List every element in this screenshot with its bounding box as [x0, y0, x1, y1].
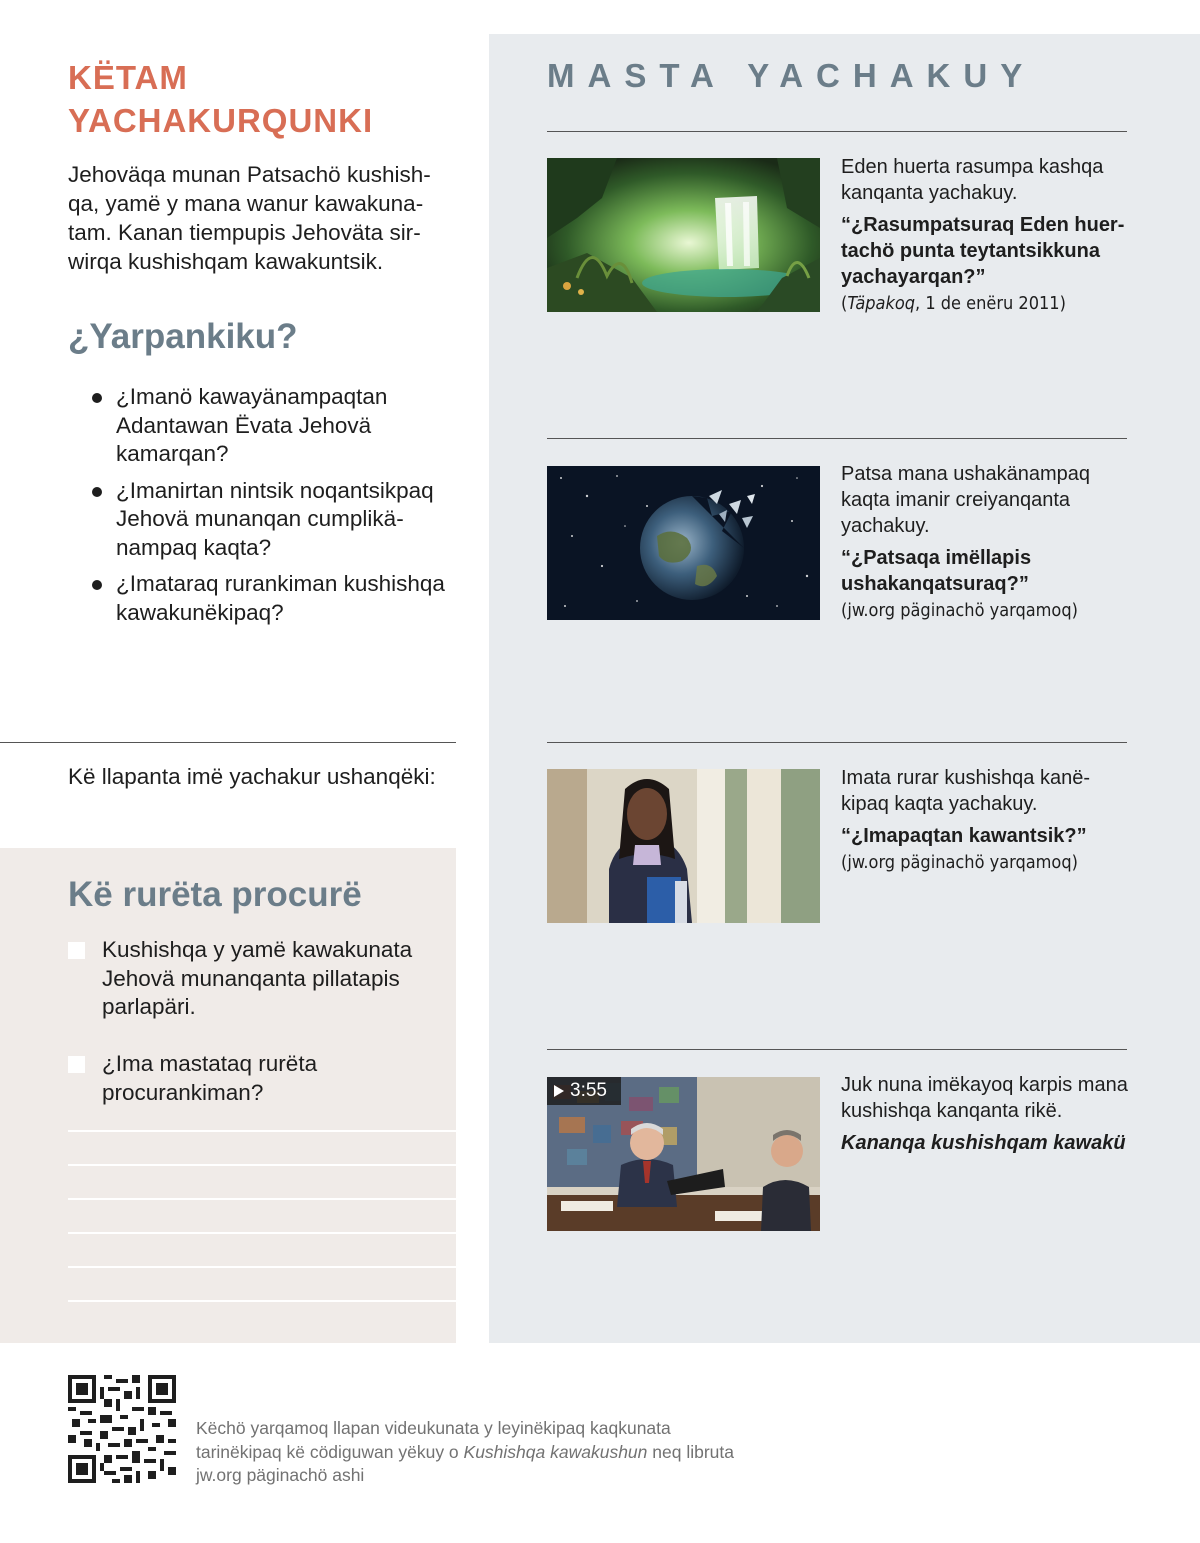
resource-text: [841, 461, 1131, 623]
resource-description: Imata rurar kushishqa kanëkipaq kaqta yachakuy.: [841, 767, 1091, 815]
goal-box: [0, 848, 456, 1343]
resource-title-link[interactable]: Kananqa kushishqam kawakü: [841, 1132, 1126, 1154]
resource-description: Eden huerta rasumpa kashqa kanqanta yachakuy.: [841, 156, 1104, 204]
review-question: [92, 477, 462, 563]
footer-text-start: Këchö yarqamoq llapan videukunata y leyinëkipaq kaqkunata tarinëkipaq kë cödiguwan yëkuy o: [196, 1418, 671, 1462]
resource-source-publication: Täpakoq: [847, 293, 916, 314]
goal-checkbox[interactable]: [68, 1056, 85, 1073]
write-in-line[interactable]: [68, 1164, 456, 1166]
resource-title-link[interactable]: “¿Imapaqtan kawantsik?”: [841, 825, 1087, 847]
goal-item: [68, 1050, 428, 1107]
resource-source: (jw.org päginachö yarqamoq): [841, 852, 1078, 873]
review-question-text: ¿Imanirtan nintsik noqantsikpaq Jehovä munanqan cumplikänampaq kaqta?: [116, 477, 434, 560]
resource-description: Juk nuna imëkayoq karpis mana kushishqa kanqanta rikë.: [841, 1074, 1128, 1122]
resource-source: (jw.org päginachö yarqamoq): [841, 600, 1078, 621]
men-meeting-video[interactable]: [547, 1077, 820, 1231]
goal-checkbox[interactable]: [68, 942, 85, 959]
resource-source-date: , 1 de enëru 2011): [915, 293, 1066, 314]
resource-text: [841, 1072, 1131, 1156]
divider: [547, 742, 1127, 743]
review-question: [92, 570, 462, 627]
bullet-icon: [92, 393, 102, 403]
review-question-text: ¿Imanö kawayänampaqtan Adantawan Ëvata Jehovä kamarqan?: [116, 384, 388, 466]
earth-breaking-image[interactable]: [547, 466, 820, 620]
resource-description: Patsa mana ushakänampaq kaqta imanir creiyanqanta yachakuy.: [841, 463, 1091, 537]
write-in-line[interactable]: [68, 1198, 456, 1200]
resource-source: [841, 292, 1131, 316]
learned-label: Kë llapanta imë yachakur ushanqëki:: [68, 764, 436, 789]
bullet-icon: [92, 487, 102, 497]
goal-item-text: ¿Ima mastataq rurëta procurankiman?: [102, 1051, 318, 1105]
footer-book-title: Kushishqa kawakushun: [463, 1441, 648, 1462]
divider: [547, 438, 1127, 439]
qr-code-icon[interactable]: [68, 1375, 176, 1483]
resource-text: [841, 765, 1131, 875]
earth-breaking-art: [547, 466, 820, 620]
summary-title-line1: KËTAM: [68, 59, 188, 96]
goal-title: Kë rurëta procurë: [68, 875, 362, 914]
footer-note: [196, 1417, 736, 1488]
write-in-line[interactable]: [68, 1232, 456, 1234]
bullet-icon: [92, 580, 102, 590]
video-duration-badge: [547, 1077, 621, 1105]
resource-title-link[interactable]: “¿Patsaqa imëllapis ushakanqatsuraq?”: [841, 547, 1032, 595]
resource-text: [841, 154, 1131, 316]
goal-item: [68, 936, 428, 1022]
write-in-line[interactable]: [68, 1266, 456, 1268]
summary-intro: Jehoväqa munan Patsachö kushishqa, yamë y mana wanur kawakunatam. Kanan tiempupis Jehoväta sirwirqa kushishqam kawakuntsik.: [68, 162, 431, 274]
video-duration: 3:55: [570, 1080, 607, 1101]
summary-title-line2: YACHAKURQUNKI: [68, 102, 374, 139]
divider: [547, 131, 1127, 132]
young-woman-art: [547, 769, 820, 923]
more-title: MASTA YACHAKUY: [547, 57, 1036, 94]
review-question-text: ¿Imataraq rurankiman kushishqa kawakunëkipaq?: [116, 571, 445, 625]
write-in-line[interactable]: [68, 1300, 456, 1302]
review-question: [92, 383, 462, 469]
eden-waterfall-art: [547, 158, 820, 312]
eden-waterfall-image[interactable]: [547, 158, 820, 312]
review-question-list: [92, 383, 462, 635]
review-title: ¿Yarpankiku?: [68, 317, 298, 356]
write-in-line[interactable]: [68, 1130, 456, 1132]
summary-title: [68, 56, 448, 142]
play-icon: [554, 1085, 564, 1097]
resource-title-link[interactable]: “¿Rasumpatsuraq Eden huertachö punta teytantsikkuna yachayarqan?”: [841, 214, 1125, 288]
goal-item-text: Kushishqa y yamë kawakunata Jehovä munanqanta pillatapis parlapäri.: [102, 937, 413, 1019]
resource-source-open: (: [841, 293, 848, 314]
qr-code-graphic: [68, 1375, 176, 1483]
young-woman-image[interactable]: [547, 769, 820, 923]
divider: [0, 742, 456, 743]
footer-text-end: neq libruta jw.org päginachö ashi: [196, 1441, 734, 1485]
divider: [547, 1049, 1127, 1050]
